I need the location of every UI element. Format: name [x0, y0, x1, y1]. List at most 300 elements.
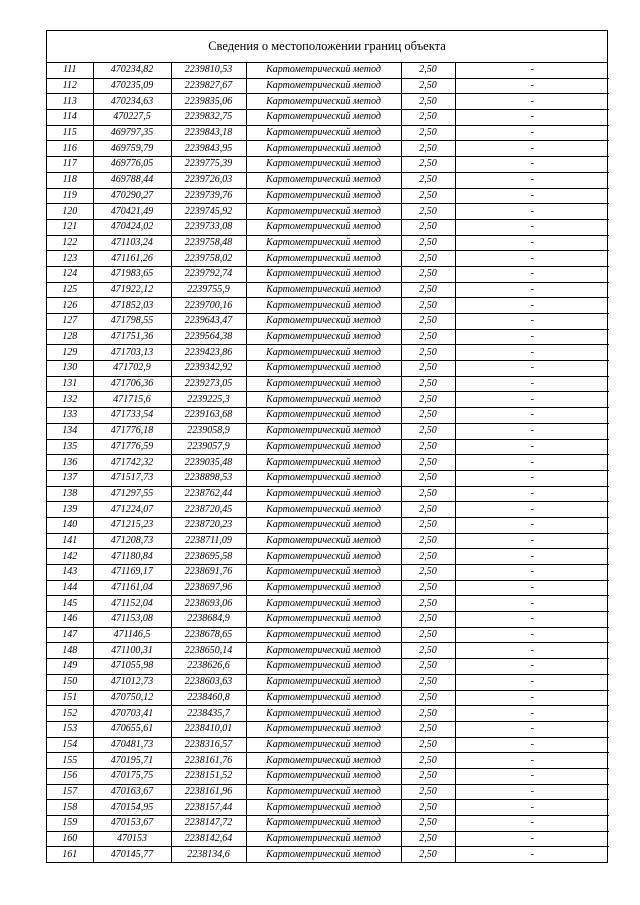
- point-number-cell: 154: [47, 737, 93, 753]
- point-number-cell: 132: [47, 392, 93, 408]
- method-cell: Картометрический метод: [246, 219, 401, 235]
- x-coordinate-cell: 471702,9: [93, 361, 171, 377]
- point-number-cell: 120: [47, 204, 93, 220]
- accuracy-cell: 2,50: [401, 219, 455, 235]
- table-row: [47, 721, 609, 737]
- point-number-cell: 157: [47, 784, 93, 800]
- accuracy-cell: 2,50: [401, 361, 455, 377]
- accuracy-cell: 2,50: [401, 753, 455, 769]
- description-cell: -: [455, 439, 609, 455]
- table-row: [47, 643, 609, 659]
- table-row: [47, 816, 609, 832]
- table-row: [47, 565, 609, 581]
- table-row: [47, 423, 609, 439]
- method-cell: Картометрический метод: [246, 266, 401, 282]
- y-coordinate-cell: 2238720,45: [171, 502, 246, 518]
- method-cell: Картометрический метод: [246, 125, 401, 141]
- description-cell: -: [455, 612, 609, 628]
- table-row: [47, 314, 609, 330]
- accuracy-cell: 2,50: [401, 266, 455, 282]
- point-number-cell: 124: [47, 266, 93, 282]
- y-coordinate-cell: 2238720,23: [171, 517, 246, 533]
- accuracy-cell: 2,50: [401, 643, 455, 659]
- y-coordinate-cell: 2238898,53: [171, 470, 246, 486]
- method-cell: Картометрический метод: [246, 533, 401, 549]
- point-number-cell: 153: [47, 721, 93, 737]
- accuracy-cell: 2,50: [401, 565, 455, 581]
- x-coordinate-cell: 470234,63: [93, 94, 171, 110]
- accuracy-cell: 2,50: [401, 549, 455, 565]
- description-cell: -: [455, 643, 609, 659]
- y-coordinate-cell: 2238316,57: [171, 737, 246, 753]
- method-cell: Картометрический метод: [246, 345, 401, 361]
- method-cell: Картометрический метод: [246, 329, 401, 345]
- table-row: [47, 612, 609, 628]
- x-coordinate-cell: 471152,04: [93, 596, 171, 612]
- method-cell: Картометрический метод: [246, 643, 401, 659]
- point-number-cell: 129: [47, 345, 93, 361]
- accuracy-cell: 2,50: [401, 78, 455, 94]
- accuracy-cell: 2,50: [401, 204, 455, 220]
- description-cell: -: [455, 423, 609, 439]
- description-cell: -: [455, 470, 609, 486]
- table-row: [47, 408, 609, 424]
- y-coordinate-cell: 2239058,9: [171, 423, 246, 439]
- y-coordinate-cell: 2239700,16: [171, 298, 246, 314]
- y-coordinate-cell: 2239755,9: [171, 282, 246, 298]
- description-cell: -: [455, 94, 609, 110]
- point-number-cell: 139: [47, 502, 93, 518]
- method-cell: Картометрический метод: [246, 376, 401, 392]
- accuracy-cell: 2,50: [401, 502, 455, 518]
- accuracy-cell: 2,50: [401, 392, 455, 408]
- accuracy-cell: 2,50: [401, 784, 455, 800]
- x-coordinate-cell: 471153,08: [93, 612, 171, 628]
- y-coordinate-cell: 2239564,38: [171, 329, 246, 345]
- table-row: [47, 784, 609, 800]
- table-row: [47, 329, 609, 345]
- description-cell: -: [455, 408, 609, 424]
- x-coordinate-cell: 470195,71: [93, 753, 171, 769]
- y-coordinate-cell: 2239057,9: [171, 439, 246, 455]
- point-number-cell: 131: [47, 376, 93, 392]
- accuracy-cell: 2,50: [401, 125, 455, 141]
- point-number-cell: 147: [47, 627, 93, 643]
- y-coordinate-cell: 2239726,03: [171, 172, 246, 188]
- point-number-cell: 134: [47, 423, 93, 439]
- y-coordinate-cell: 2238762,44: [171, 486, 246, 502]
- description-cell: -: [455, 659, 609, 675]
- method-cell: Картометрический метод: [246, 282, 401, 298]
- point-number-cell: 146: [47, 612, 93, 628]
- description-cell: -: [455, 141, 609, 157]
- y-coordinate-cell: 2239739,76: [171, 188, 246, 204]
- x-coordinate-cell: 471983,65: [93, 266, 171, 282]
- x-coordinate-cell: 470424,02: [93, 219, 171, 235]
- point-number-cell: 130: [47, 361, 93, 377]
- x-coordinate-cell: 471852,03: [93, 298, 171, 314]
- accuracy-cell: 2,50: [401, 847, 455, 862]
- y-coordinate-cell: 2238684,9: [171, 612, 246, 628]
- method-cell: Картометрический метод: [246, 753, 401, 769]
- method-cell: Картометрический метод: [246, 298, 401, 314]
- method-cell: Картометрический метод: [246, 831, 401, 847]
- y-coordinate-cell: 2239758,02: [171, 251, 246, 267]
- table-row: [47, 831, 609, 847]
- x-coordinate-cell: 470481,73: [93, 737, 171, 753]
- method-cell: Картометрический метод: [246, 706, 401, 722]
- accuracy-cell: 2,50: [401, 94, 455, 110]
- table-row: [47, 392, 609, 408]
- x-coordinate-cell: 471776,59: [93, 439, 171, 455]
- method-cell: Картометрический метод: [246, 768, 401, 784]
- x-coordinate-cell: 471297,55: [93, 486, 171, 502]
- point-number-cell: 126: [47, 298, 93, 314]
- point-number-cell: 159: [47, 816, 93, 832]
- method-cell: Картометрический метод: [246, 439, 401, 455]
- point-number-cell: 118: [47, 172, 93, 188]
- y-coordinate-cell: 2239163,68: [171, 408, 246, 424]
- x-coordinate-cell: 469788,44: [93, 172, 171, 188]
- table-row: [47, 455, 609, 471]
- accuracy-cell: 2,50: [401, 706, 455, 722]
- x-coordinate-cell: 471100,31: [93, 643, 171, 659]
- accuracy-cell: 2,50: [401, 188, 455, 204]
- table-row: [47, 78, 609, 94]
- table-row: [47, 298, 609, 314]
- method-cell: Картометрический метод: [246, 517, 401, 533]
- x-coordinate-cell: 470290,27: [93, 188, 171, 204]
- table-row: [47, 188, 609, 204]
- description-cell: -: [455, 737, 609, 753]
- accuracy-cell: 2,50: [401, 674, 455, 690]
- y-coordinate-cell: 2239843,95: [171, 141, 246, 157]
- point-number-cell: 149: [47, 659, 93, 675]
- accuracy-cell: 2,50: [401, 235, 455, 251]
- method-cell: Картометрический метод: [246, 392, 401, 408]
- x-coordinate-cell: 470227,5: [93, 110, 171, 126]
- table-row: [47, 251, 609, 267]
- description-cell: -: [455, 517, 609, 533]
- accuracy-cell: 2,50: [401, 141, 455, 157]
- table-row: [47, 753, 609, 769]
- method-cell: Картометрический метод: [246, 596, 401, 612]
- y-coordinate-cell: 2239810,53: [171, 63, 246, 78]
- method-cell: Картометрический метод: [246, 690, 401, 706]
- x-coordinate-cell: 471103,24: [93, 235, 171, 251]
- method-cell: Картометрический метод: [246, 847, 401, 862]
- point-number-cell: 148: [47, 643, 93, 659]
- table-row: [47, 235, 609, 251]
- description-cell: -: [455, 706, 609, 722]
- method-cell: Картометрический метод: [246, 110, 401, 126]
- table-row: [47, 361, 609, 377]
- table-row: [47, 549, 609, 565]
- description-cell: -: [455, 565, 609, 581]
- method-cell: Картометрический метод: [246, 94, 401, 110]
- table-row: [47, 94, 609, 110]
- point-number-cell: 136: [47, 455, 93, 471]
- accuracy-cell: 2,50: [401, 251, 455, 267]
- point-number-cell: 123: [47, 251, 93, 267]
- description-cell: -: [455, 235, 609, 251]
- table-row: [47, 847, 609, 862]
- description-cell: -: [455, 596, 609, 612]
- x-coordinate-cell: 471703,13: [93, 345, 171, 361]
- accuracy-cell: 2,50: [401, 768, 455, 784]
- y-coordinate-cell: 2238626,6: [171, 659, 246, 675]
- table-row: [47, 439, 609, 455]
- accuracy-cell: 2,50: [401, 423, 455, 439]
- accuracy-cell: 2,50: [401, 831, 455, 847]
- accuracy-cell: 2,50: [401, 816, 455, 832]
- table-row: [47, 125, 609, 141]
- y-coordinate-cell: 2238711,09: [171, 533, 246, 549]
- x-coordinate-cell: 470235,09: [93, 78, 171, 94]
- method-cell: Картометрический метод: [246, 408, 401, 424]
- y-coordinate-cell: 2238142,64: [171, 831, 246, 847]
- point-number-cell: 112: [47, 78, 93, 94]
- description-cell: -: [455, 157, 609, 173]
- x-coordinate-cell: 470703,41: [93, 706, 171, 722]
- table-title: Сведения о местоположении границ объекта: [47, 31, 607, 63]
- description-cell: -: [530, 848, 534, 860]
- y-coordinate-cell: 2238460,8: [171, 690, 246, 706]
- x-coordinate-cell: 471751,36: [93, 329, 171, 345]
- table-row: [47, 266, 609, 282]
- accuracy-cell: 2,50: [401, 533, 455, 549]
- method-cell: Картометрический метод: [246, 63, 401, 78]
- description-cell: -: [455, 314, 609, 330]
- x-coordinate-cell: 471776,18: [93, 423, 171, 439]
- table-row: [47, 517, 609, 533]
- y-coordinate-cell: 2239827,67: [171, 78, 246, 94]
- table-row: [47, 800, 609, 816]
- description-cell: -: [455, 78, 609, 94]
- accuracy-cell: 2,50: [401, 345, 455, 361]
- y-coordinate-cell: 2239273,05: [171, 376, 246, 392]
- y-coordinate-cell: 2238693,06: [171, 596, 246, 612]
- x-coordinate-cell: 471922,12: [93, 282, 171, 298]
- point-number-cell: 150: [47, 674, 93, 690]
- x-coordinate-cell: 471161,26: [93, 251, 171, 267]
- x-coordinate-cell: 470750,12: [93, 690, 171, 706]
- method-cell: Картометрический метод: [246, 157, 401, 173]
- method-cell: Картометрический метод: [246, 737, 401, 753]
- accuracy-cell: 2,50: [401, 721, 455, 737]
- point-number-cell: 125: [47, 282, 93, 298]
- y-coordinate-cell: 2239423,86: [171, 345, 246, 361]
- point-number-cell: 122: [47, 235, 93, 251]
- description-cell: -: [455, 455, 609, 471]
- method-cell: Картометрический метод: [246, 674, 401, 690]
- point-number-cell: 155: [47, 753, 93, 769]
- point-number-cell: 116: [47, 141, 93, 157]
- x-coordinate-cell: 471798,55: [93, 314, 171, 330]
- x-coordinate-cell: 471215,23: [93, 517, 171, 533]
- description-cell: -: [455, 219, 609, 235]
- table-row: [47, 659, 609, 675]
- description-cell: -: [455, 329, 609, 345]
- description-cell: -: [455, 549, 609, 565]
- boundary-table-sheet: [46, 30, 608, 863]
- table-row: [47, 674, 609, 690]
- y-coordinate-cell: 2238147,72: [171, 816, 246, 832]
- method-cell: Картометрический метод: [246, 721, 401, 737]
- point-number-cell: 137: [47, 470, 93, 486]
- y-coordinate-cell: 2239775,39: [171, 157, 246, 173]
- y-coordinate-cell: 2238157,44: [171, 800, 246, 816]
- table-row: [47, 110, 609, 126]
- method-cell: Картометрический метод: [246, 188, 401, 204]
- method-cell: Картометрический метод: [246, 800, 401, 816]
- description-cell: -: [455, 674, 609, 690]
- y-coordinate-cell: 2238695,58: [171, 549, 246, 565]
- accuracy-cell: 2,50: [401, 298, 455, 314]
- x-coordinate-cell: 471208,73: [93, 533, 171, 549]
- point-number-cell: 158: [47, 800, 93, 816]
- y-coordinate-cell: 2239835,06: [171, 94, 246, 110]
- x-coordinate-cell: 469797,35: [93, 125, 171, 141]
- table-row: [47, 768, 609, 784]
- table-row: [47, 737, 609, 753]
- accuracy-cell: 2,50: [401, 627, 455, 643]
- accuracy-cell: 2,50: [401, 800, 455, 816]
- description-cell: -: [455, 831, 609, 847]
- x-coordinate-cell: 471055,98: [93, 659, 171, 675]
- y-coordinate-cell: 2239832,75: [171, 110, 246, 126]
- method-cell: Картометрический метод: [246, 612, 401, 628]
- accuracy-cell: 2,50: [401, 486, 455, 502]
- y-coordinate-cell: 2238161,96: [171, 784, 246, 800]
- y-coordinate-cell: 2239225,3: [171, 392, 246, 408]
- y-coordinate-cell: 2238697,96: [171, 580, 246, 596]
- y-coordinate-cell: 2239733,08: [171, 219, 246, 235]
- accuracy-cell: 2,50: [401, 470, 455, 486]
- method-cell: Картометрический метод: [246, 486, 401, 502]
- x-coordinate-cell: 470145,77: [93, 847, 171, 862]
- table-row: [47, 470, 609, 486]
- accuracy-cell: 2,50: [401, 282, 455, 298]
- coordinates-table-body: [47, 63, 609, 862]
- method-cell: Картометрический метод: [246, 549, 401, 565]
- x-coordinate-cell: 471224,07: [93, 502, 171, 518]
- description-cell: -: [455, 204, 609, 220]
- y-coordinate-cell: 2238678,65: [171, 627, 246, 643]
- y-coordinate-cell: 2238151,52: [171, 768, 246, 784]
- description-cell: -: [455, 266, 609, 282]
- x-coordinate-cell: 471169,17: [93, 565, 171, 581]
- y-coordinate-cell: 2238161,76: [171, 753, 246, 769]
- point-number-cell: 143: [47, 565, 93, 581]
- table-row: [47, 627, 609, 643]
- point-number-cell: 156: [47, 768, 93, 784]
- description-cell: -: [455, 768, 609, 784]
- description-cell: -: [455, 376, 609, 392]
- y-coordinate-cell: 2239792,74: [171, 266, 246, 282]
- point-number-cell: 114: [47, 110, 93, 126]
- method-cell: Картометрический метод: [246, 659, 401, 675]
- x-coordinate-cell: 471180,84: [93, 549, 171, 565]
- accuracy-cell: 2,50: [401, 596, 455, 612]
- method-cell: Картометрический метод: [246, 470, 401, 486]
- y-coordinate-cell: 2239758,48: [171, 235, 246, 251]
- point-number-cell: 141: [47, 533, 93, 549]
- accuracy-cell: 2,50: [401, 329, 455, 345]
- x-coordinate-cell: 470163,67: [93, 784, 171, 800]
- point-number-cell: 113: [47, 94, 93, 110]
- description-cell: -: [455, 345, 609, 361]
- table-row: [47, 219, 609, 235]
- description-cell: -: [455, 753, 609, 769]
- x-coordinate-cell: 470175,75: [93, 768, 171, 784]
- description-cell: -: [455, 125, 609, 141]
- point-number-cell: 117: [47, 157, 93, 173]
- description-cell: -: [455, 800, 609, 816]
- method-cell: Картометрический метод: [246, 204, 401, 220]
- description-cell: -: [455, 188, 609, 204]
- accuracy-cell: 2,50: [401, 439, 455, 455]
- accuracy-cell: 2,50: [401, 455, 455, 471]
- y-coordinate-cell: 2239342,92: [171, 361, 246, 377]
- point-number-cell: 121: [47, 219, 93, 235]
- table-row: [47, 533, 609, 549]
- description-cell: -: [455, 392, 609, 408]
- x-coordinate-cell: 471012,73: [93, 674, 171, 690]
- description-cell: -: [455, 502, 609, 518]
- x-coordinate-cell: 469759,79: [93, 141, 171, 157]
- y-coordinate-cell: 2238603,63: [171, 674, 246, 690]
- y-coordinate-cell: 2238435,7: [171, 706, 246, 722]
- method-cell: Картометрический метод: [246, 627, 401, 643]
- x-coordinate-cell: 471146,5: [93, 627, 171, 643]
- x-coordinate-cell: 470421,49: [93, 204, 171, 220]
- method-cell: Картометрический метод: [246, 502, 401, 518]
- accuracy-cell: 2,50: [401, 690, 455, 706]
- table-row: [47, 580, 609, 596]
- description-cell: -: [455, 63, 609, 78]
- point-number-cell: 140: [47, 517, 93, 533]
- accuracy-cell: 2,50: [401, 314, 455, 330]
- point-number-cell: 138: [47, 486, 93, 502]
- x-coordinate-cell: 470234,82: [93, 63, 171, 78]
- method-cell: Картометрический метод: [246, 172, 401, 188]
- point-number-cell: 160: [47, 831, 93, 847]
- method-cell: Картометрический метод: [246, 423, 401, 439]
- y-coordinate-cell: 2239843,18: [171, 125, 246, 141]
- method-cell: Картометрический метод: [246, 314, 401, 330]
- table-row: [47, 282, 609, 298]
- x-coordinate-cell: 471706,36: [93, 376, 171, 392]
- description-cell: -: [455, 361, 609, 377]
- description-cell: -: [455, 580, 609, 596]
- table-row: [47, 345, 609, 361]
- description-cell: -: [455, 690, 609, 706]
- point-number-cell: 151: [47, 690, 93, 706]
- description-cell: -: [455, 721, 609, 737]
- x-coordinate-cell: 471161,04: [93, 580, 171, 596]
- point-number-cell: 152: [47, 706, 93, 722]
- point-number-cell: 115: [47, 125, 93, 141]
- accuracy-cell: 2,50: [401, 172, 455, 188]
- accuracy-cell: 2,50: [401, 612, 455, 628]
- description-cell: -: [455, 784, 609, 800]
- method-cell: Картометрический метод: [246, 251, 401, 267]
- description-cell: -: [455, 172, 609, 188]
- y-coordinate-cell: 2238134,6: [171, 847, 246, 862]
- accuracy-cell: 2,50: [401, 63, 455, 78]
- point-number-cell: 144: [47, 580, 93, 596]
